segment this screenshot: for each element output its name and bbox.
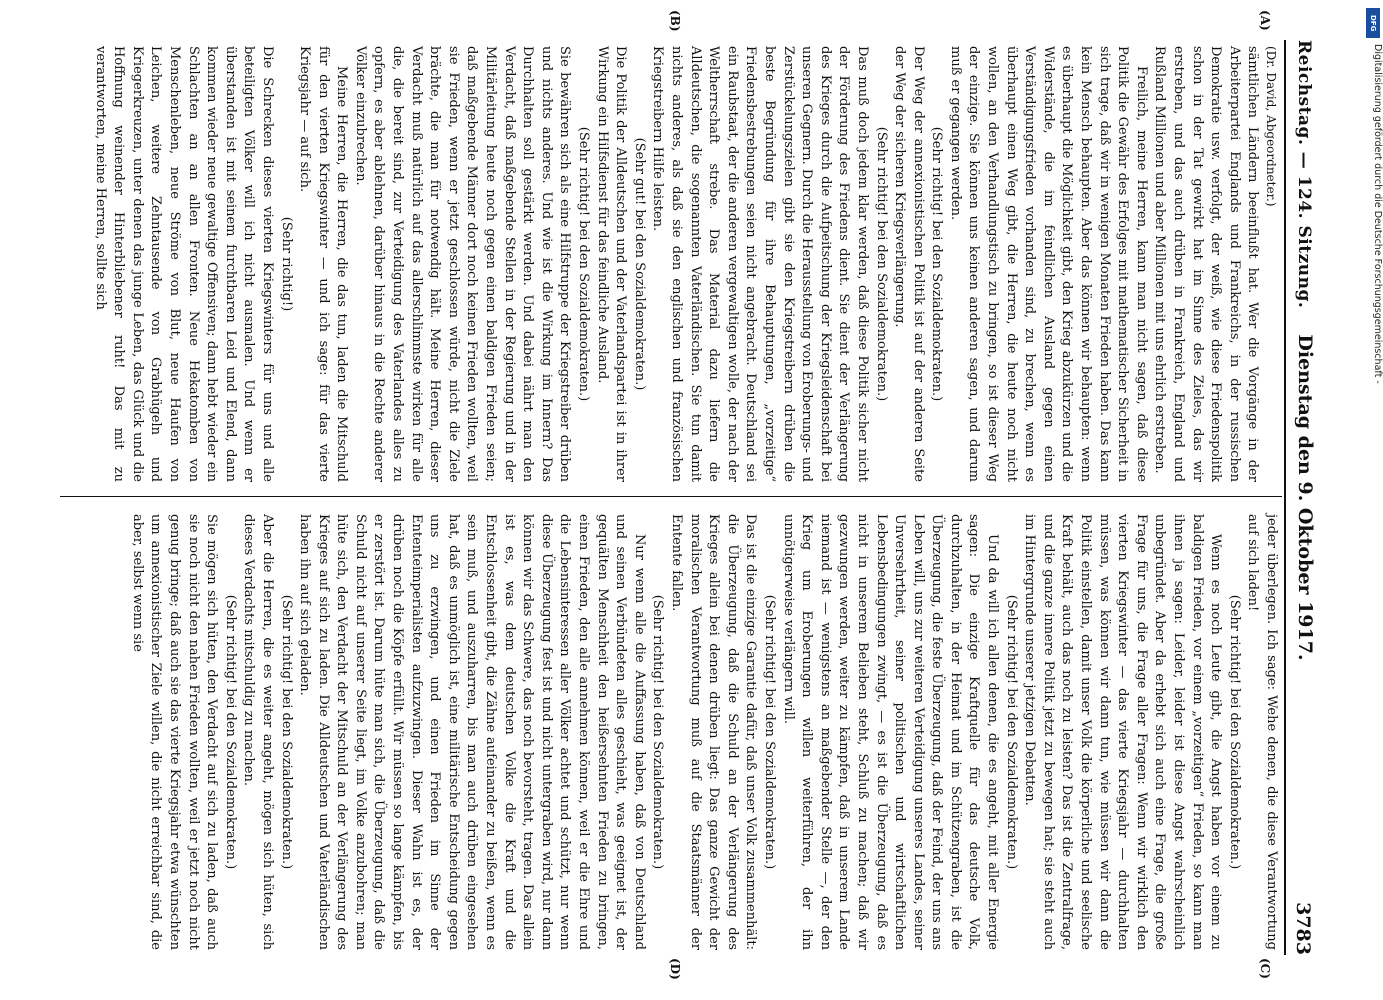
page-header [1282,40,1322,955]
margin-mark-a: (A) [1258,10,1272,31]
interjection: (Sehr richtig! bei den Sozialdemokraten.) [278,594,294,870]
paragraph: Meine Herren, die Herren, die das tun, laden die Mitschuld für den vierten Kriegswinter — und ich sage: für das vierte Kriegsjahr — auf sich. [297,46,350,482]
paragraph: Der Weg der annexionistischen Politik ist auf der anderen Seite der Weg der sicheren Kriegsverlängerung. [892,46,926,482]
paragraph: Aber die Herren, die es weiter angeht, mögen sich hüten, sich dieses Verdachts mitschuldig zu machen. [241,514,275,950]
header-date: Dienstag den 9. Oktober 1917. [1294,334,1316,661]
paragraph: jeder überlegen. Ich sage: Wehe denen, die diese Verantwortung auf sich laden! [1245,514,1279,950]
interjection: (Sehr richtig! bei den Sozialdemokraten.) [1003,594,1019,870]
paragraph: Die Politik der Alldeutschen und der Vaterlandspartei ist in ihrer Wirkung ein Hilfsdienst für das feindliche Ausland. [594,46,629,482]
paragraph: Sie bewähren sich als eine Hilfstruppe der Kriegstreiber drüben und nichts anderes. Und wie ist die Wirkung im Innern? Das Durchhalten soll gestärkt werden. Und dabei nährt man den Verdacht, daß maßgebende Stellen in der Regierung und in der Militärleitung heute noch gegen einen baldigen Frieden seien; daß maßgebende Männer dort noch keinen Frieden wollten, weil sie Frieden, wenn er jetzt geschlossen würde, nicht die Ziele brächte, die man für notwendig hält. Meine Herren, dieser Verdacht muß natürlich auf das allerschlimmste wirken für alle die, die bereit sind, zur Verteidigung des Vaterlandes alles zu opfern, es aber ablehnen, darüber hinaus in die Rechte anderer Völker einzubrechen. [352,46,573,482]
interjection: (Sehr richtig! bei den Sozialdemokraten.) [222,594,238,870]
digitization-footer [1372,44,1383,384]
column-divider [60,496,1282,497]
paragraph: Wenn es noch Leute gibt, die Angst haben vor einem zu baldigen Frieden, vor einem „vorzeitigen“ Frieden, so kann man ihnen ja sagen: Leider, leider ist diese Angst wahrscheinlich unbegründet. Aber da erhebt sich auch eine Frage, die große Frage für uns, die Frage aller Fragen: Wenn wir wirklich den vierten Kriegswinter — das vierte Kriegsjahr — durchhalten müssen, was können wir dann tun, wie müssen wir dann die Politik einstellen, damit unser Volk die körperliche und seelische Kraft behält, auch das noch zu leisten? Das ist die Zentralfrage, und die ganze innere Politik jetzt zu bewegen hat; sie steht auch im Hintergrunde unserer jetzigen Debatten. [1022,514,1224,950]
interjection: (Sehr richtig! bei den Sozialdemokraten.) [873,126,889,402]
left-text-column [90,46,1280,482]
dfg-logo: DFG [1366,8,1380,38]
interjection: (Sehr richtig! bei den Sozialdemokraten.) [929,126,945,402]
margin-mark-c: (C) [1258,958,1272,979]
interjection: (Sehr richtig! bei den Sozialdemokraten.) [1226,594,1242,870]
interjection: (Sehr gut! bei den Sozialdemokraten.) [631,137,647,391]
header-page-number: 3783 [1292,902,1314,955]
paragraph: Die Schrecken dieses vierten Kriegswinters für uns und alle beteiligten Völker will ich nicht ausmalen. Und wenn er überstanden ist mit seinem furchtbaren Leid und Elend, dann kommen wieder neue gewaltige Offensiven; dann hebt wieder ein Schlachten an an allen Fronten. Neue Hekatomben von Menschenleben, neue Ströme von Blut, neue Haufen von Leichen, weitere Zehntausende von Grabhügeln und Kriegerkreuzen, unter denen das junge Leben, das Glück und die Hoffnung weinender Hinterbliebener ruht! Das mit zu verantworten, meine Herren, sollte sich [92,46,275,482]
paragraph: Nur wenn alle die Auffassung haben, daß von Deutschland und seinen Verbündeten alles geschieht, was geeignet ist, der gequälten Menschheit den heißersehnten Frieden zu bringen, einen Frieden, den alle annehmen können, weil er die Ehre und die Lebensinteressen aller Völker achtet und schützt, nur wenn diese Überzeugung fest ist und nicht untergraben wird, nur dann können wir das Schwere, das noch bevorsteht, tragen. Das allein ist es, was dem deutschen Volke die Kraft und die Entschlossenheit gibt, die Zähne aufeinander zu beißen, wenn es sein muß, und auszuharren, bis man auch drüben eingesehen hat, daß es unmöglich ist, eine militärische Entscheidung gegen uns zu erzwingen, und einen Frieden im Sinne der Ententeimperialisten aufzuzwingen. Dieser Wahn ist es, der drüben noch die Köpfe erfüllt. Wir müssen so lange kämpfen, bis er zerstört ist. Darum hüte man sich, die Überzeugung, daß die Schuld nicht auf unserer Seite liegt, im Volke anzubohren; man hüte sich, den Verdacht der Mitschuld an der Verlängerung des Krieges auf sich zu laden. Die Alldeutschen und Vaterländischen haben ihn auf sich geladen. [297,514,647,950]
margin-mark-b: (B) [668,10,682,32]
paragraph: Und da will ich allen denen, die es angeht, mit aller Energie sagen: Die einzige Kraftquelle für das deutsche Volk, durchzuhalten, in der Heimat und im Schützengraben, ist die Überzeugung, die feste Überzeugung, daß der Feind, der uns ans Leben will, uns zur weiteren Verteidigung unseres Landes, seiner Unversehrtheit, seiner politischen und wirtschaftlichen Lebensbedingungen zwingt, — es ist die Überzeugung, daß es nicht in unserem Belieben steht, Schluß zu machen; daß wir gezwungen werden, weiter zu kämpfen, daß in unserem Lande niemand ist — wenigstens an maßgebender Stelle —, der den Krieg um Eroberungen willen weiterführen, der ihn unnötigerweise verlängern will. [780,514,1001,950]
interjection: (Sehr richtig!) [278,216,294,312]
interjection: (Sehr richtig! bei den Sozialdemokraten.) [576,126,592,402]
paragraph: sämtlichen Ländern beeinflußt hat. Wer die Vorgänge in der Arbeiterpartei Englands und Frankreichs, in der russischen Demokratie usw. verfolgt, der weiß, wie diese Friedenspolitik schon in der Tat gewirkt hat im Sinne des Zieles, das wir erstreben, und das auch drüben in Frankreich, England und Rußland Millionen und aber Millionen mit uns ehrlich erstreben. [1152,46,1261,482]
paragraph: Das ist die einzige Garantie dafür, daß unser Volk zusammenhält: die Überzeugung, daß die Schuld an der Verlängerung des Krieges allein bei denen drüben liegt: Das ganze Gewicht der moralischen Verantwortung muß auf die Staatsmänner der Entente fallen. [669,514,759,950]
paragraph: Das muß doch jedem klar werden, daß diese Politik sicher nicht der Förderung des Friedens dient. Sie dient der Verlängerung des Krieges durch die Aufpeitschung der Kriegsleidenschaft bei unseren Gegnern. Durch die Herausstellung von Eroberungs- und Zerstückelungszielen gibt sie den Kriegstreibern drüben die beste Begründung für ihre Behauptungen, „vorzeitige“ Friedensbestrebungen seien nicht angebracht. Deutschland sei ein Raubstaat, der die anderen vergewaltigen wolle, der nach der Weltherrschaft strebe. Das Material dazu liefern die Alldeutschen, die sogenannten Vaterländischen. Sie tun damit nichts anderes, als daß sie den englischen und französischen Kriegstreibern Hilfe leisten. [650,46,870,482]
margin-mark-d: (D) [668,958,682,980]
right-text-column [127,514,1280,950]
paragraph: Sie mögen sich hüten, den Verdacht auf sich zu laden, daß auch sie noch nicht den nahen Frieden wollten, weil er jetzt noch nicht genug bringe; daß auch sie das vierte Kriegsjahr etwa wünschten um annexionistischer Ziele willen, die nicht erreichbar sind, die aber, selbst wenn sie [129,514,220,950]
paragraph: Freilich, meine Herren, kann man nicht sagen, daß diese Politik die Gewähr des Erfolges mit mathematischer Sicherheit in sich trage, daß wir in wenigen Monaten Frieden haben. Das kann kein Mensch behaupten. Aber das können wir behaupten: wenn es überhaupt die Möglichkeit gibt, den Krieg abzukürzen und die Widerstände, die im feindlichen Ausland gegen einen Verständigungsfrieden vorhanden sind, zu brechen, wenn es überhaupt einen Weg gibt, die Herren, die heute noch nicht wollen, an den Verhandlungstisch zu bringen, so ist dieser Weg der einzige. Sie können uns keinen anderen sagen, und darum muß er gegangen werden. [947,46,1149,482]
rotated-page-sheet [60,10,1322,980]
header-session: Reichstag. — 124. Sitzung. [1294,40,1314,309]
speaker-label: (Dr. David, Abgeordneter.) [1264,46,1278,207]
header-rule [1284,40,1286,955]
interjection: (Sehr richtig! bei den Sozialdemokraten.) [650,594,666,870]
interjection: (Sehr richtig! bei den Sozialdemokraten.) [761,594,777,870]
footer-text: Digitalisierung gefördert durch die Deutsche Forschungsgemeinschaft - [1372,44,1383,384]
